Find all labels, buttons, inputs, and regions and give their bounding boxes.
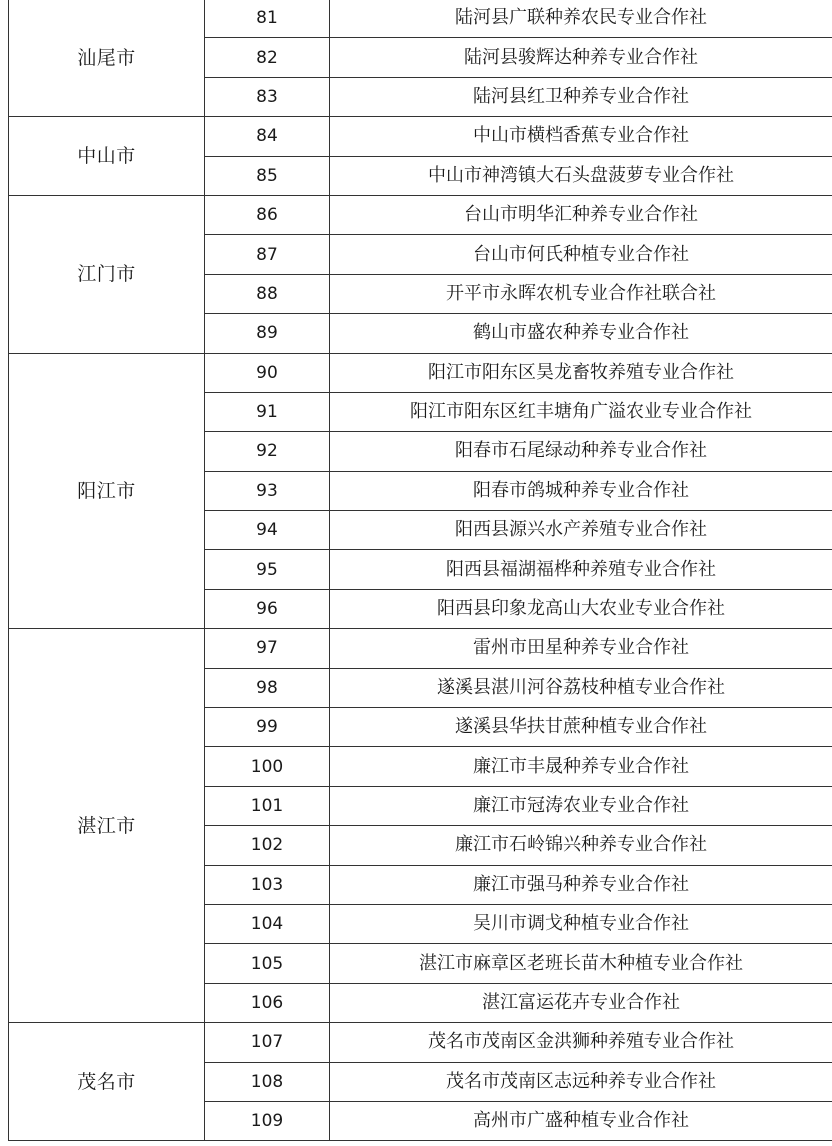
- row-number-cell: 86: [205, 195, 330, 234]
- row-number-cell: 108: [205, 1062, 330, 1101]
- cooperative-name-cell: 雷州市田星种养专业合作社: [330, 629, 832, 668]
- row-number-cell: 81: [205, 0, 330, 38]
- row-number-cell: 83: [205, 77, 330, 116]
- row-number-cell: 101: [205, 786, 330, 825]
- cooperative-name-cell: 阳江市阳东区红丰塘角广溢农业专业合作社: [330, 392, 832, 431]
- table-row: [9, 0, 832, 38]
- cooperative-name-cell: 阳西县源兴水产养殖专业合作社: [330, 511, 832, 550]
- table-row: [9, 1023, 832, 1062]
- table-row: [9, 117, 832, 156]
- cooperative-name-cell: 阳春市石尾绿动种养专业合作社: [330, 432, 832, 471]
- row-number-cell: 87: [205, 235, 330, 274]
- row-number-cell: 103: [205, 865, 330, 904]
- cooperative-list-table: [8, 0, 832, 1146]
- cooperative-name-cell: 茂名市茂南区志远种养专业合作社: [330, 1062, 832, 1101]
- cooperative-name-cell: 湛江市麻章区老班长苗木种植专业合作社: [330, 944, 832, 983]
- row-number-cell: 109: [205, 1101, 330, 1140]
- cooperative-name-cell: 廉江市丰晟种养专业合作社: [330, 747, 832, 786]
- cooperative-name-cell: 高州市广盛种植专业合作社: [330, 1101, 832, 1140]
- cooperative-name-cell: 开平市永晖农机专业合作社联合社: [330, 274, 832, 313]
- cooperative-name-cell: 阳西县印象龙高山大农业专业合作社: [330, 589, 832, 628]
- cooperative-name-cell: 阳春市鸽城种养专业合作社: [330, 471, 832, 510]
- row-number-cell: 85: [205, 156, 330, 195]
- row-number-cell: 94: [205, 511, 330, 550]
- row-number-cell: 88: [205, 274, 330, 313]
- table-row: [9, 353, 832, 392]
- city-cell: 中山市: [9, 117, 205, 196]
- row-number-cell: 100: [205, 747, 330, 786]
- cooperative-name-cell: 廉江市石岭锦兴种养专业合作社: [330, 826, 832, 865]
- cooperative-name-cell: 湛江富运花卉专业合作社: [330, 983, 832, 1022]
- row-number-cell: 97: [205, 629, 330, 668]
- cooperative-name-cell: 台山市明华汇种养专业合作社: [330, 195, 832, 234]
- cooperative-name-cell: 陆河县红卫种养专业合作社: [330, 77, 832, 116]
- cooperative-name-cell: 遂溪县华扶甘蔗种植专业合作社: [330, 708, 832, 747]
- cooperative-name-cell: 陆河县广联种养农民专业合作社: [330, 0, 832, 38]
- table-row: [9, 629, 832, 668]
- cooperative-name-cell: 吴川市调戈种植专业合作社: [330, 904, 832, 943]
- row-number-cell: 96: [205, 589, 330, 628]
- row-number-cell: 107: [205, 1023, 330, 1062]
- city-cell: 茂名市: [9, 1023, 205, 1141]
- cooperative-name-cell: 茂名市茂南区金洪狮种养殖专业合作社: [330, 1023, 832, 1062]
- cooperative-name-cell: 廉江市强马种养专业合作社: [330, 865, 832, 904]
- row-number-cell: 89: [205, 314, 330, 353]
- row-number-cell: 92: [205, 432, 330, 471]
- row-number-cell: 82: [205, 38, 330, 77]
- cooperative-name-cell: 阳西县福湖福桦种养殖专业合作社: [330, 550, 832, 589]
- cooperative-name-cell: 陆河县骏辉达种养专业合作社: [330, 38, 832, 77]
- row-number-cell: 93: [205, 471, 330, 510]
- cooperative-name-cell: 中山市神湾镇大石头盘菠萝专业合作社: [330, 156, 832, 195]
- cooperative-name-cell: 阳江市阳东区昊龙畜牧养殖专业合作社: [330, 353, 832, 392]
- row-number-cell: 99: [205, 708, 330, 747]
- city-cell: 阳江市: [9, 353, 205, 629]
- cooperative-name-cell: 台山市何氏种植专业合作社: [330, 235, 832, 274]
- cooperative-name-cell: 遂溪县湛川河谷荔枝种植专业合作社: [330, 668, 832, 707]
- city-cell: 汕尾市: [9, 0, 205, 117]
- row-number-cell: 84: [205, 117, 330, 156]
- city-cell: 江门市: [9, 195, 205, 353]
- cooperative-name-cell: 鹤山市盛农种养专业合作社: [330, 314, 832, 353]
- row-number-cell: 106: [205, 983, 330, 1022]
- cooperative-name-cell: 中山市横档香蕉专业合作社: [330, 117, 832, 156]
- row-number-cell: 105: [205, 944, 330, 983]
- row-number-cell: 90: [205, 353, 330, 392]
- row-number-cell: 102: [205, 826, 330, 865]
- table-body: [9, 0, 832, 1141]
- row-number-cell: 104: [205, 904, 330, 943]
- table-row: [9, 195, 832, 234]
- row-number-cell: 98: [205, 668, 330, 707]
- row-number-cell: 91: [205, 392, 330, 431]
- cooperative-name-cell: 廉江市冠涛农业专业合作社: [330, 786, 832, 825]
- table: [8, 0, 832, 1141]
- row-number-cell: 95: [205, 550, 330, 589]
- city-cell: 湛江市: [9, 629, 205, 1023]
